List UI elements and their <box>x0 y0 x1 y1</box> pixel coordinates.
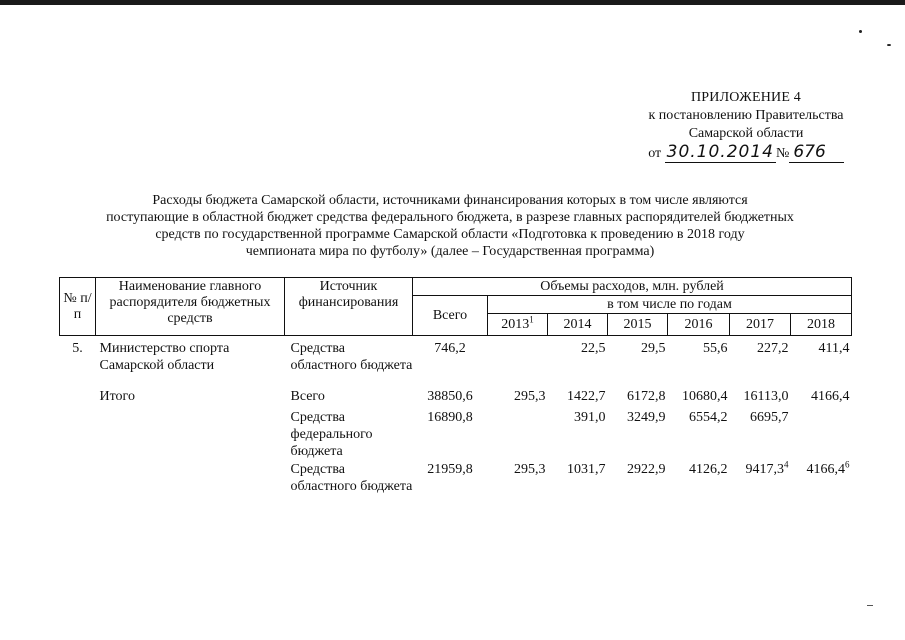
header-by-years: в том числе по годам <box>488 296 852 314</box>
header-year: 2016 <box>668 314 730 336</box>
appendix-block <box>596 89 896 163</box>
scan-corner-mark <box>867 605 873 606</box>
table-row <box>60 388 852 409</box>
date-prefix: от <box>648 146 662 161</box>
row-name <box>96 409 285 461</box>
appendix-line2: Самарской области <box>688 126 804 141</box>
header-total: Всего <box>413 296 488 336</box>
row-name <box>96 461 285 513</box>
row-num <box>60 461 96 513</box>
row-value: 9417,3$^4$ <box>745 458 789 477</box>
row-source: Средства областного бюджета <box>290 461 413 494</box>
header-name: Наименование главного распорядителя бюджетных средств <box>96 278 285 336</box>
table-row <box>60 336 852 388</box>
row-value: 4126,2 <box>689 461 728 477</box>
row-name: Министерство спорта Самарской области <box>99 341 230 373</box>
row-value: 391,0 <box>574 409 606 425</box>
appendix-title: ПРИЛОЖЕНИЕ 4 <box>690 90 802 105</box>
row-value <box>791 409 852 461</box>
row-value: 55,6 <box>703 341 728 356</box>
row-value: 10680,4 <box>682 388 728 404</box>
header-year: 2015 <box>608 314 668 336</box>
document-heading <box>60 192 840 260</box>
row-value: 2922,9 <box>627 461 666 477</box>
heading-line1: Расходы бюджета Самарской области, источниками финансирования которых в том числе являются <box>152 193 748 208</box>
appendix-line1: к постановлению Правительства <box>648 108 844 123</box>
row-value: 6554,2 <box>689 409 728 425</box>
scan-speck <box>887 44 891 46</box>
handwritten-date: 30.10.2014 <box>666 142 774 162</box>
appendix-date-line <box>648 143 844 163</box>
row-value: 6695,7 <box>750 409 789 425</box>
header-year: 2018 <box>791 314 852 336</box>
row-value: 411,4 <box>818 341 850 356</box>
table-row <box>60 409 852 461</box>
header-year: 2013$^1$ <box>488 314 548 336</box>
row-value: 227,2 <box>757 341 789 356</box>
row-value: 4166,4$^6$ <box>806 458 850 477</box>
header-volumes: Объемы расходов, млн. рублей <box>413 278 852 296</box>
row-value: 22,5 <box>581 341 606 356</box>
number-prefix: № <box>775 146 790 161</box>
budget-table <box>59 277 852 513</box>
table-row <box>60 461 852 513</box>
row-num: 5. <box>72 341 83 356</box>
row-value: 29,5 <box>641 341 666 356</box>
row-value: 6172,8 <box>627 388 666 404</box>
row-num <box>60 388 96 409</box>
row-source: Средства областного бюджета <box>290 341 413 373</box>
header-year: 2017 <box>730 314 791 336</box>
row-total: 746,2 <box>434 341 466 356</box>
row-total: 21959,8 <box>427 461 473 477</box>
heading-line2: поступающие в областной бюджет средства федерального бюджета, в разрезе главных распорядителей бюджетных <box>106 210 794 225</box>
row-value <box>488 409 548 461</box>
row-value: 295,3 <box>514 461 546 477</box>
footnote-mark: 4 <box>784 458 789 469</box>
row-value: 1422,7 <box>567 388 606 404</box>
heading-line4: чемпионата мира по футболу» (далее – Государственная программа) <box>245 244 655 259</box>
row-value: 16113,0 <box>743 388 789 404</box>
row-num <box>60 409 96 461</box>
footnote-mark: 6 <box>845 458 850 469</box>
scan-top-border <box>0 0 905 5</box>
row-total: 16890,8 <box>427 409 473 425</box>
heading-line3: средств по государственной программе Самарской области «Подготовка к проведению в 2018 году <box>155 227 745 242</box>
header-year: 2014 <box>548 314 608 336</box>
header-source: Источник финансирования <box>285 278 413 336</box>
row-source: Средства федерального бюджета <box>290 409 373 459</box>
row-value: 295,3 <box>514 388 546 404</box>
footnote-mark: 1 <box>529 313 534 324</box>
row-value: 3249,9 <box>627 409 666 425</box>
row-source: Всего <box>290 388 325 404</box>
row-total: 38850,6 <box>427 388 473 404</box>
row-name: Итого <box>99 388 135 404</box>
row-value <box>488 336 548 388</box>
header-num: № п/п <box>60 278 96 336</box>
row-value: 4166,4 <box>811 388 850 404</box>
row-value: 1031,7 <box>567 461 606 477</box>
scan-speck <box>859 30 862 33</box>
handwritten-number: 676 <box>789 142 843 163</box>
